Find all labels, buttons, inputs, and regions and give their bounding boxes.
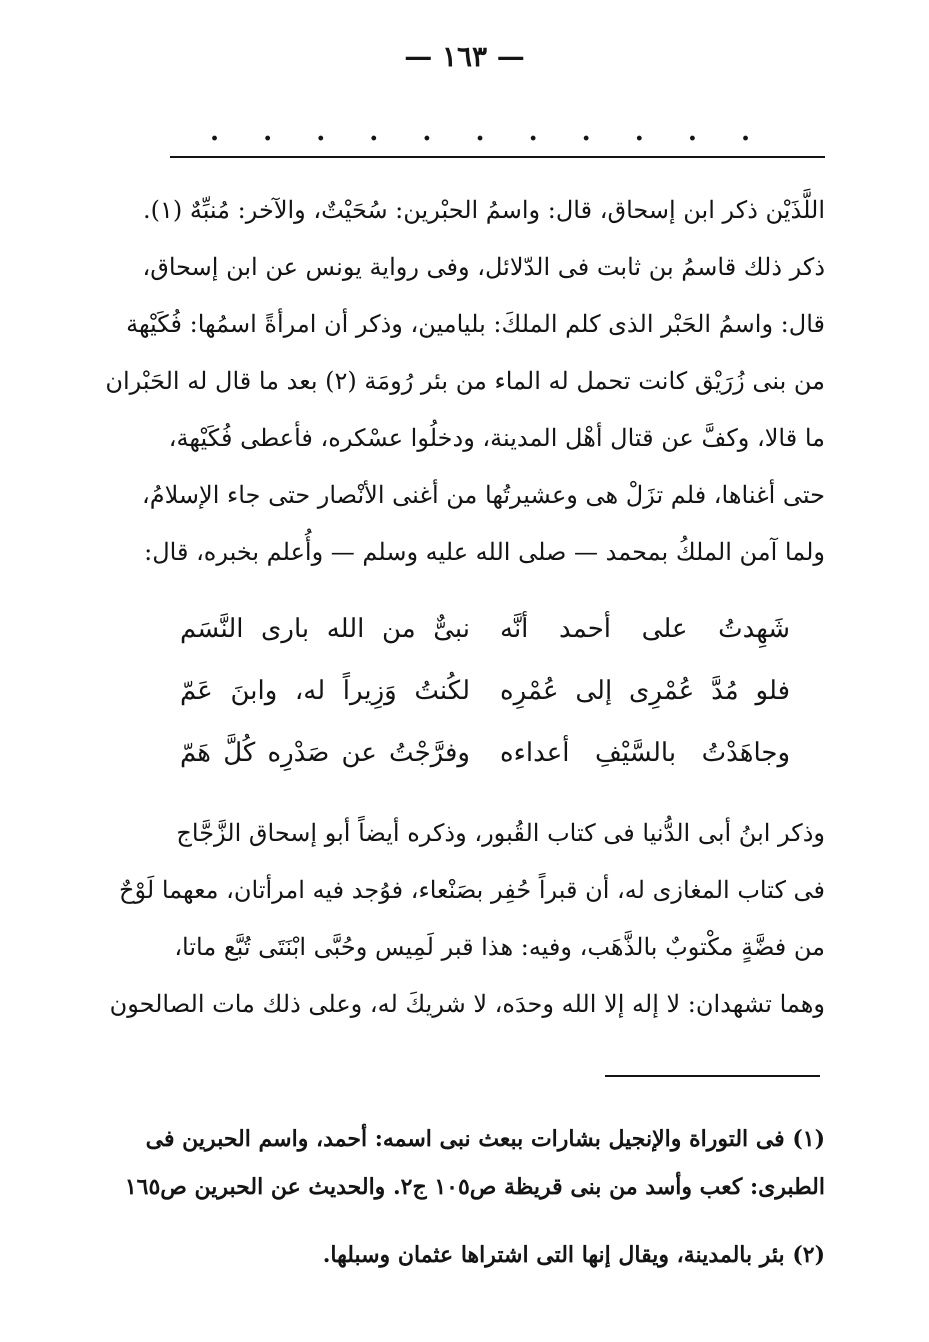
text-line: وهما تشهدان: لا إله إلا الله وحدَه، لا شريكَ له، وعلى ذلك مات الصالحون	[109, 990, 825, 1018]
page-number: — ١٦٣ —	[404, 40, 525, 73]
poem	[180, 598, 790, 784]
ornament-dot: .	[528, 117, 538, 147]
ornament-dot: .	[316, 117, 326, 147]
text-line: ذكر ذلك قاسمُ بن ثابت فى الدّلائل، وفى رواية يونس عن ابن إسحاق،	[142, 253, 825, 281]
paragraph-1	[105, 182, 825, 581]
verse-first-half: وجاهَدْتُ بالسَّيْفِ أعداءه	[500, 738, 790, 768]
text-line: من بنى زُرَيْق كانت تحمل له الماء من بئر رُومَة (٢) بعد ما قال له الحَبْران	[105, 367, 825, 395]
ornament-dot: .	[263, 117, 273, 147]
ornament-dot: .	[475, 117, 485, 147]
ornament-dot: .	[210, 117, 220, 147]
footnote-rule	[605, 1075, 820, 1077]
footnote-line: (٢) بئر بالمدينة، ويقال إنها التى اشتراها عثمان وسبلها.	[322, 1242, 825, 1268]
text-line: فى كتاب المغازى له، أن قبراً حُفِر بصَنْعاء، فوُجد فيه امرأتان، معهما لَوْحٌ	[118, 876, 825, 904]
ornament-dots	[210, 112, 750, 152]
verse-second-half: نبىٌّ من الله بارى النَّسَم	[180, 614, 470, 644]
verse-second-half: وفرَّجْتُ عن صَدْرِه كُلَّ هَمّ	[180, 738, 470, 768]
text-line: اللَّذَيْن ذكر ابن إسحاق، قال: واسمُ الحبْرين: سُحَيْتٌ، والآخر: مُنبِّهٌ (١).	[142, 196, 825, 224]
poem-verse	[180, 598, 790, 660]
poem-verse	[180, 722, 790, 784]
ornament-dot: .	[634, 117, 644, 147]
text-line: من فضَّةٍ مكْتوبٌ بالذَّهَب، وفيه: هذا قبر لَمِيس وحُبَّى ابْنَتَى تُبَّع ماتا،	[174, 933, 825, 961]
poem-verse	[180, 660, 790, 722]
verse-first-half: فلو مُدَّ عُمْرِى إلى عُمْرِه	[500, 676, 790, 706]
ornament-dot: .	[422, 117, 432, 147]
footnote-line: (١) فى التوراة والإنجيل بشارات ببعث نبى اسمه: أحمد، واسم الحبرين فى	[145, 1126, 825, 1152]
ornament-dot: .	[740, 117, 750, 147]
footnote-line: الطبرى: كعب وأسد من بنى قريظة ص١٠٥ ج٢. والحديث عن الحبرين ص١٦٥	[124, 1174, 825, 1200]
verse-first-half: شَهِدتُ على أحمد أنَّه	[500, 614, 790, 644]
verse-second-half: لكُنتُ وَزِيراً له، وابنَ عَمّ	[180, 676, 470, 706]
ornament-dot: .	[687, 117, 697, 147]
text-line: وذكر ابنُ أبى الدُّنيا فى كتاب القُبور، وذكره أيضاً أبو إسحاق الزَّجَّاج	[176, 819, 825, 847]
header-rule	[170, 156, 825, 158]
paragraph-2	[109, 805, 825, 1033]
ornament-dot: .	[369, 117, 379, 147]
footnotes	[124, 1115, 825, 1279]
text-line: ما قالا، وكفَّ عن قتال أهْل المدينة، ودخلُوا عسْكره، فأعطى فُكَيْهة،	[168, 424, 825, 452]
text-line: ولما آمن الملكُ بمحمد — صلى الله عليه وسلم — وأُعلم بخبره، قال:	[144, 538, 825, 566]
text-line: قال: واسمُ الحَبْر الذى كلم الملكَ: بليامين، وذكر أن امرأةً اسمُها: فُكَيْهة	[126, 310, 825, 338]
ornament-dot: .	[581, 117, 591, 147]
text-line: حتى أغناها، فلم تزَلْ هى وعشيرتُها من أغنى الأنْصار حتى جاء الإسلامُ،	[141, 481, 825, 509]
